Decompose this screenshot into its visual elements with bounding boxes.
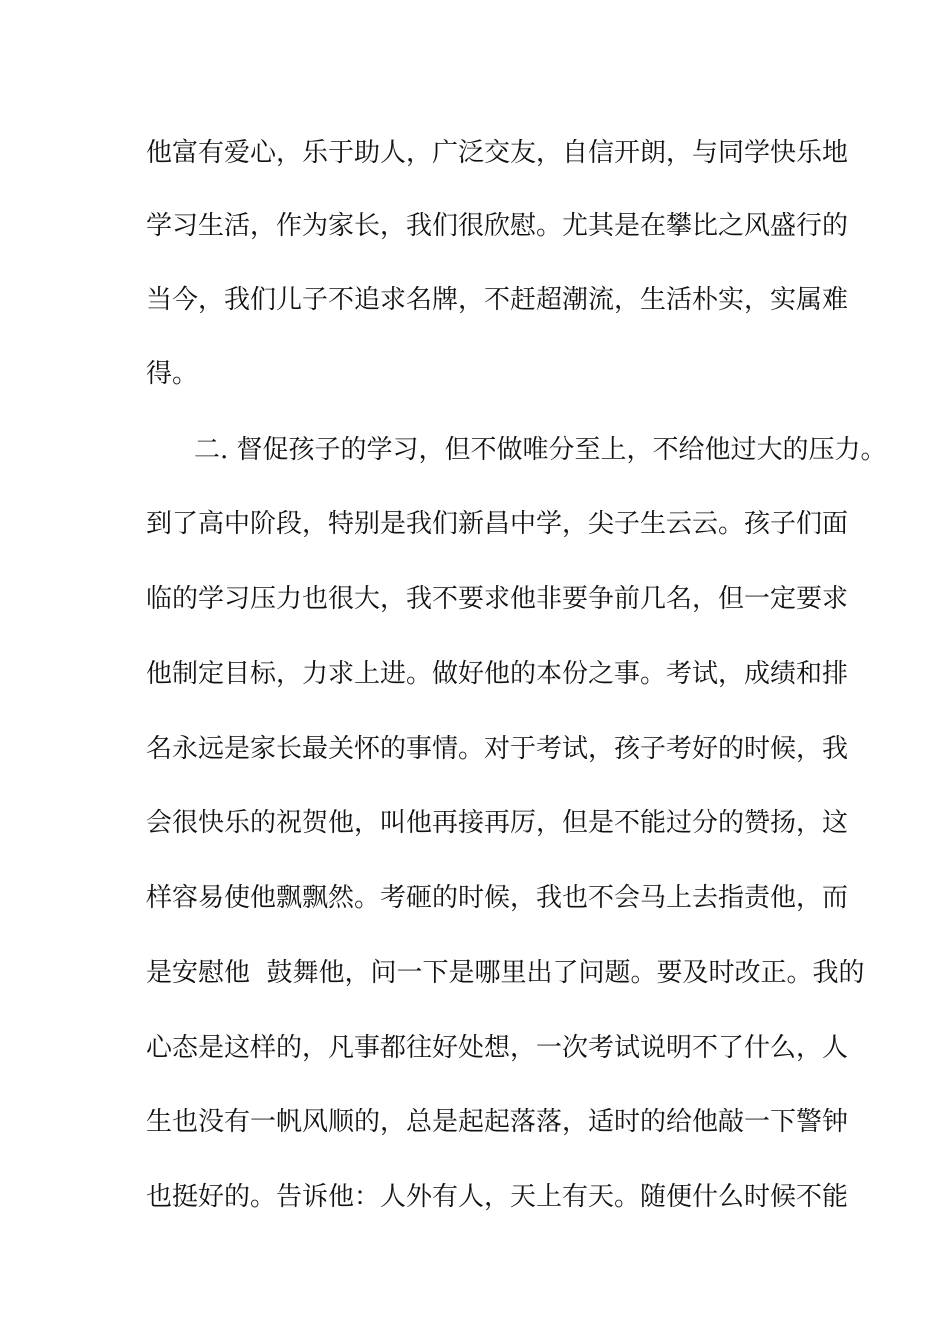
text-line: 样容易使他飘飘然。考砸的时候，我也不会马上去指责他，而 xyxy=(146,883,849,913)
text-line: 到了高中阶段，特别是我们新昌中学，尖子生云云。孩子们面 xyxy=(146,509,849,539)
text-line: 他制定目标，力求上进。做好他的本份之事。考试，成绩和排 xyxy=(146,659,849,689)
text-line: 是安慰他 鼓舞他，问一下是哪里出了问题。要及时改正。我的 xyxy=(146,958,865,988)
text-line: 得。 xyxy=(146,359,199,389)
text-line: 会很快乐的祝贺他，叫他再接再厉，但是不能过分的赞扬，这 xyxy=(146,808,849,838)
text-line: 他富有爱心，乐于助人，广泛交友，自信开朗，与同学快乐地 xyxy=(146,138,849,168)
section-heading-line: 二. 督促孩子的学习，但不做唯分至上，不给他过大的压力。 xyxy=(194,435,887,465)
text-line: 也挺好的。告诉他：人外有人，天上有天。随便什么时候不能 xyxy=(146,1182,849,1212)
text-line: 临的学习压力也很大，我不要求他非要争前几名，但一定要求 xyxy=(146,584,849,614)
text-line: 当今，我们儿子不追求名牌，不赶超潮流，生活朴实，实属难 xyxy=(146,285,849,315)
text-line: 生也没有一帆风顺的，总是起起落落，适时的给他敲一下警钟 xyxy=(146,1107,849,1137)
text-line: 学习生活，作为家长，我们很欣慰。尤其是在攀比之风盛行的 xyxy=(146,211,849,241)
text-line: 名永远是家长最关怀的事情。对于考试，孩子考好的时候，我 xyxy=(146,734,849,764)
text-line: 心态是这样的，凡事都往好处想，一次考试说明不了什么，人 xyxy=(146,1033,849,1063)
